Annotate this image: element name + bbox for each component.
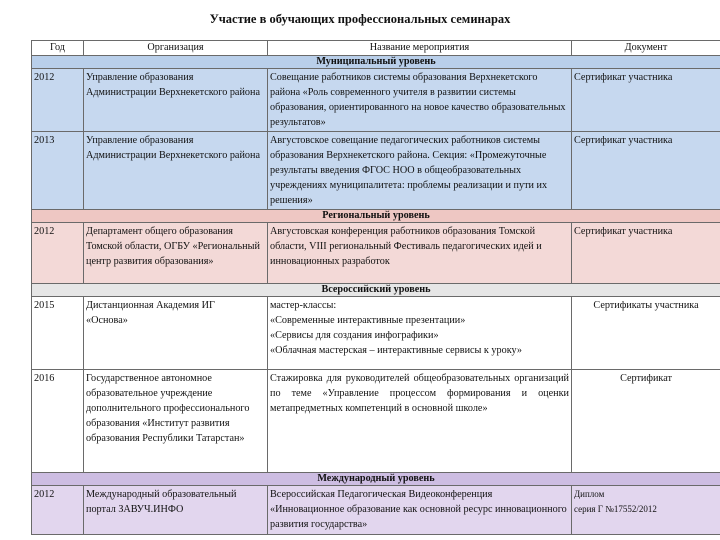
year-cell: 2013 [32, 132, 84, 210]
level-row-municipal [32, 56, 720, 69]
organization-cell: Департамент общего образования Томской области, ОГБУ «Региональный центр развития образования» [84, 223, 268, 284]
year-cell: 2012 [32, 223, 84, 284]
level-row-regional [32, 210, 720, 223]
document-line: Диплом [574, 489, 605, 499]
document-cell: Сертификат участника [572, 132, 720, 210]
page-title: Участие в обучающих профессиональных семинарах [209, 12, 511, 26]
event-line: «Сервисы для создания инфографики» [270, 330, 439, 341]
event-cell: Стажировка для руководителей общеобразовательных организаций по теме «Управление процессом формирования и оценки метапредметных компетенций в основной школе» [268, 370, 572, 473]
document-cell: Сертификат [572, 370, 720, 473]
year-cell: 2015 [32, 297, 84, 370]
table-row [32, 69, 720, 132]
table-row [32, 486, 720, 535]
event-cell: Всероссийская Педагогическая Видеоконференция «Инновационное образование как основной ресурс инновационного развития государства» [268, 486, 572, 535]
document-cell [572, 486, 720, 535]
event-line: «Современные интерактивные презентации» [270, 315, 466, 326]
event-line: «Облачная мастерская – интерактивные сервисы к уроку» [270, 345, 522, 356]
level-label: Муниципальный уровень [32, 56, 720, 69]
document-cell: Сертификат участника [572, 223, 720, 284]
event-cell: Августовская конференция работников образования Томской области, VIII региональный Фестиваль педагогических идей и инновационных разработок [268, 223, 572, 284]
header-document: Документ [572, 41, 720, 56]
organization-cell: Управление образования Администрации Верхнекетского района [84, 132, 268, 210]
document-cell: Сертификат участника [572, 69, 720, 132]
header-organization: Организация [84, 41, 268, 56]
organization-cell [84, 297, 268, 370]
event-cell: Совещание работников системы образования Верхнекетского района «Роль современного учителя в развитии системы образования, ориентированного на новое качество образовательных результатов» [268, 69, 572, 132]
event-cell: Августовское совещание педагогических работников системы образования Верхнекетского района. Секция: «Промежуточные результаты введения ФГОС НОО в общеобразовательных учреждениях муниципалитета: проблемы реализации и пути их решения» [268, 132, 572, 210]
table-row [32, 132, 720, 210]
header-row [32, 41, 720, 56]
level-row-international [32, 473, 720, 486]
year-cell: 2012 [32, 69, 84, 132]
organization-cell: Государственное автономное образовательное учреждение дополнительного профессионального образования «Институт развития образования Республики Татарстан» [84, 370, 268, 473]
level-label: Всероссийский уровень [32, 284, 720, 297]
year-cell: 2012 [32, 486, 84, 535]
table-row [32, 370, 720, 473]
document-cell: Сертификаты участника [572, 297, 720, 370]
event-cell [268, 297, 572, 370]
table-row [32, 223, 720, 284]
event-line: мастер-классы: [270, 300, 337, 311]
level-label: Международный уровень [32, 473, 720, 486]
year-cell: 2016 [32, 370, 84, 473]
level-row-allrussian [32, 284, 720, 297]
organization-cell: Управление образования Администрации Верхнекетского района [84, 69, 268, 132]
level-label: Региональный уровень [32, 210, 720, 223]
header-year: Год [32, 41, 84, 56]
organization-cell: Международный образовательный портал ЗАВУЧ.ИНФО [84, 486, 268, 535]
document-line: серия Г №17552/2012 [574, 504, 657, 514]
header-event: Название мероприятия [268, 41, 572, 56]
organization-line: Дистанционная Академия ИГ [86, 300, 215, 311]
table-row [32, 297, 720, 370]
organization-line: «Основа» [86, 315, 128, 326]
seminars-table [31, 40, 720, 535]
